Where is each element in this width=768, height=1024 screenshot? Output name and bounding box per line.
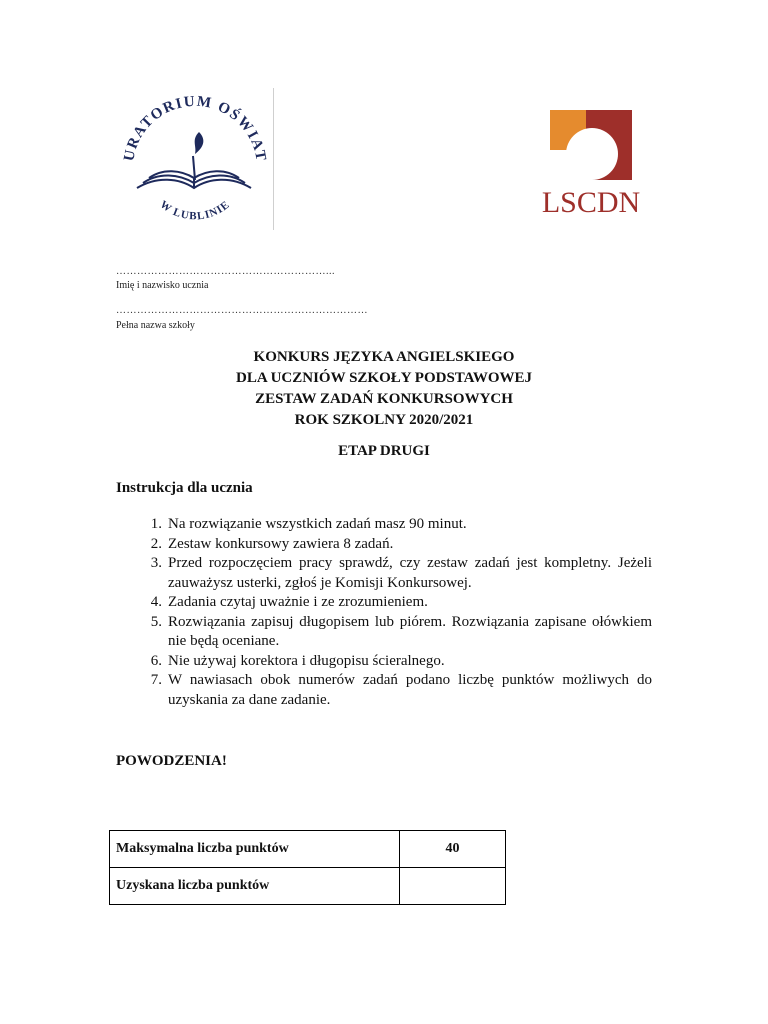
table-row [110,868,506,905]
title-line-3: ZESTAW ZADAŃ KONKURSOWYCH [255,391,513,407]
item-text: Rozwiązania zapisuj długopisem lub piórem. Rozwiązania zapisane ołówkiem nie będą oceniane. [168,613,652,649]
list-item [116,671,652,710]
list-item [116,554,652,593]
lscdn-white-cutout [550,150,592,180]
flame-icon [195,132,204,154]
item-text: Na rozwiązanie wszystkich zadań masz 90 minut. [168,516,467,532]
max-points-label: Maksymalna liczba punktów [110,831,400,868]
good-luck-text: POWODZENIA! [116,753,227,769]
title-line-1: KONKURS JĘZYKA ANGIELSKIEGO [253,349,515,365]
student-name-field[interactable]: ……………………………………………………... [116,266,335,277]
item-text: Zadania czytaj uważnie i ze zrozumieniem. [168,594,428,610]
svg-text:W LUBLINIE [158,198,233,222]
obtained-points-value[interactable] [400,868,506,905]
torch-icon [193,156,195,180]
item-text: Przed rozpoczęciem pracy sprawdź, czy zestaw zadań jest kompletny. Jeżeli zauważysz usterki, zgłoś je Komisji Konkursowej. [168,555,652,591]
list-item [116,613,652,652]
lscdn-emblem [528,108,654,218]
item-number: 3. [150,555,162,571]
lscdn-wordmark: LSCDN [541,186,641,218]
score-table [109,830,506,905]
table-row [110,831,506,868]
school-name-field[interactable]: ……………………………………………………………… [116,305,368,316]
list-item [116,535,652,555]
instructions-list [116,515,652,710]
item-text: W nawiasach obok numerów zadań podano liczbę punktów możliwych do uzyskania za dane zadanie. [168,672,652,708]
list-item [116,515,652,535]
stage-heading: ETAP DRUGI [338,443,430,459]
item-number: 4. [150,594,162,610]
item-text: Zestaw konkursowy zawiera 8 zadań. [168,535,394,552]
instructions-heading: Instrukcja dla ucznia [116,480,253,496]
title-line-2: DLA UCZNIÓW SZKOŁY PODSTAWOWEJ [235,370,533,386]
list-item [116,593,652,613]
obtained-points-label: Uzyskana liczba punktów [110,868,400,905]
item-number: 7. [150,672,162,688]
item-number: 6. [150,652,162,669]
lscdn-logo [528,108,654,218]
title-line-4: ROK SZKOLNY 2020/2021 [294,412,474,428]
kuratorium-logo [113,88,274,230]
max-points-value: 40 [400,831,506,868]
item-number: 5. [150,613,162,630]
student-name-label: Imię i nazwisko ucznia [116,280,209,291]
item-text: Nie używaj korektora i długopisu ścieralnego. [168,652,445,669]
list-item [116,652,652,672]
competition-title [116,347,652,431]
kuratorium-arc-text: URATORIUM OŚWIAT [121,93,269,164]
school-name-label: Pełna nazwa szkoły [116,320,195,331]
item-number: 1. [150,516,162,532]
item-number: 2. [150,535,162,552]
lublin-arc-text: W LUBLINIE [157,198,233,223]
svg-text:KURATORIUM OŚWIATY [113,88,269,163]
kuratorium-emblem [113,88,273,230]
